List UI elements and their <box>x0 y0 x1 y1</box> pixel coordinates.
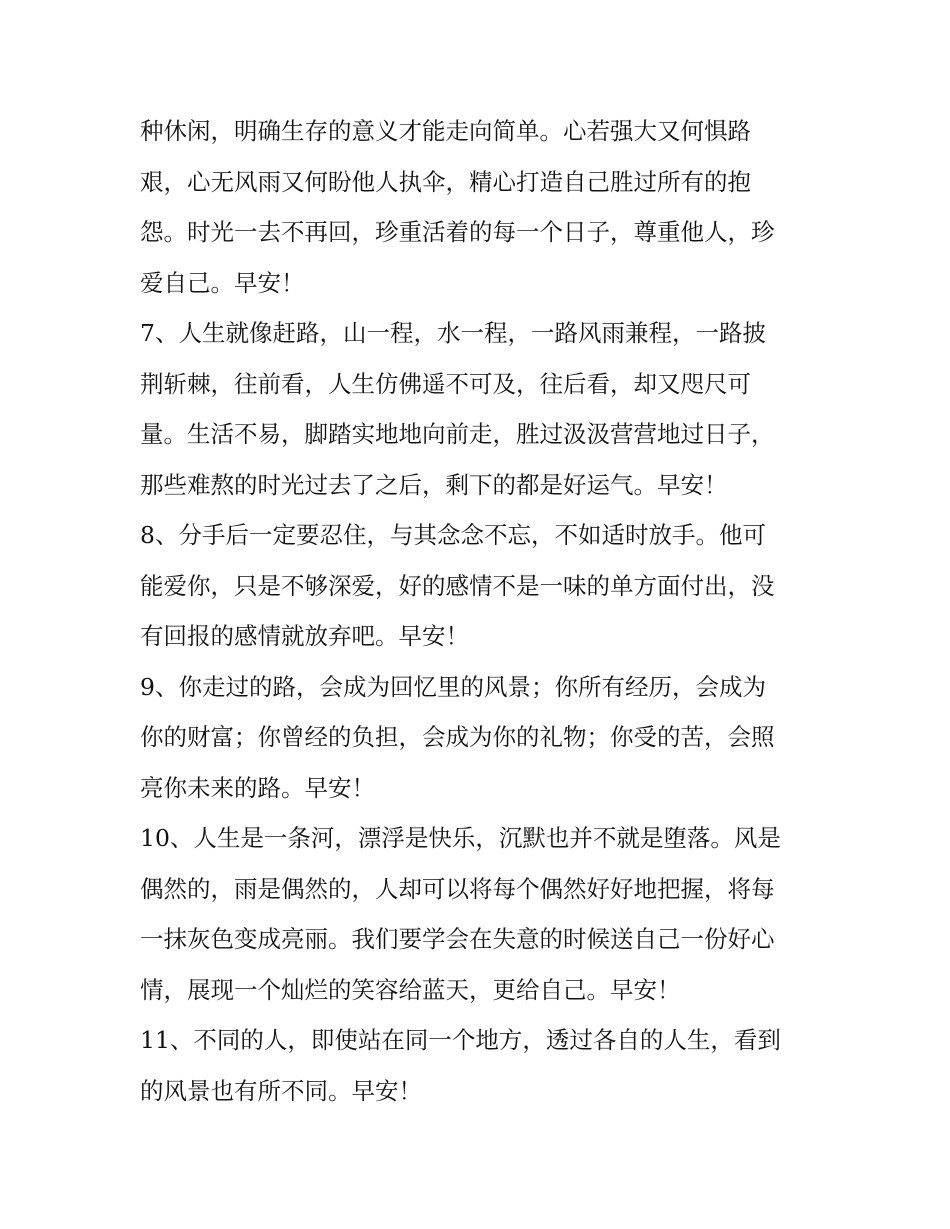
text-line: 的风景也有所不同。早安！ <box>140 1076 422 1105</box>
body-text <box>140 106 820 1116</box>
text-line: 那些难熬的时光过去了之后，剩下的都是好运气。早安！ <box>140 470 728 499</box>
text-line: 情，展现一个灿烂的笑容给蓝天，更给自己。早安！ <box>140 975 681 1004</box>
text-line: 10、人生是一条河，漂浮是快乐，沉默也并不就是堕落。风是 <box>140 824 781 852</box>
text-line: 9、你走过的路，会成为回忆里的风景；你所有经历，会成为 <box>140 672 766 701</box>
text-line: 量。生活不易，脚踏实地地向前走，胜过汲汲营营地过日子， <box>140 420 775 448</box>
text-line: 艰，心无风雨又何盼他人执伞，精心打造自己胜过所有的抱 <box>140 167 751 196</box>
text-line: 荆斩棘，往前看，人生仿佛遥不可及，往后看，却又咫尺可 <box>140 369 751 398</box>
text-line: 有回报的感情就放弃吧。早安！ <box>140 622 469 650</box>
text-line: 7、人生就像赶路，山一程，水一程，一路风雨兼程，一路披 <box>140 319 766 347</box>
text-line: 一抹灰色变成亮丽。我们要学会在失意的时候送自己一份好心 <box>140 925 775 953</box>
text-line: 亮你未来的路。早安！ <box>140 773 375 802</box>
text-line: 能爱你，只是不够深爱，好的感情不是一味的单方面付出，没 <box>140 571 775 600</box>
text-line: 偶然的，雨是偶然的，人却可以将每个偶然好好地把握，将每 <box>140 874 775 903</box>
text-line: 种休闲，明确生存的意义才能走向简单。心若强大又何惧路 <box>140 117 751 145</box>
text-line: 你的财富；你曾经的负担，会成为你的礼物；你受的苦，会照 <box>140 723 775 751</box>
text-line: 爱自己。早安！ <box>140 268 305 297</box>
text-line: 怨。时光一去不再回，珍重活着的每一个日子，尊重他人，珍 <box>140 218 775 246</box>
text-line: 11、不同的人，即使站在同一个地方，透过各自的人生，看到 <box>140 1026 781 1054</box>
text-line: 8、分手后一定要忍住，与其念念不忘，不如适时放手。他可 <box>140 521 766 549</box>
